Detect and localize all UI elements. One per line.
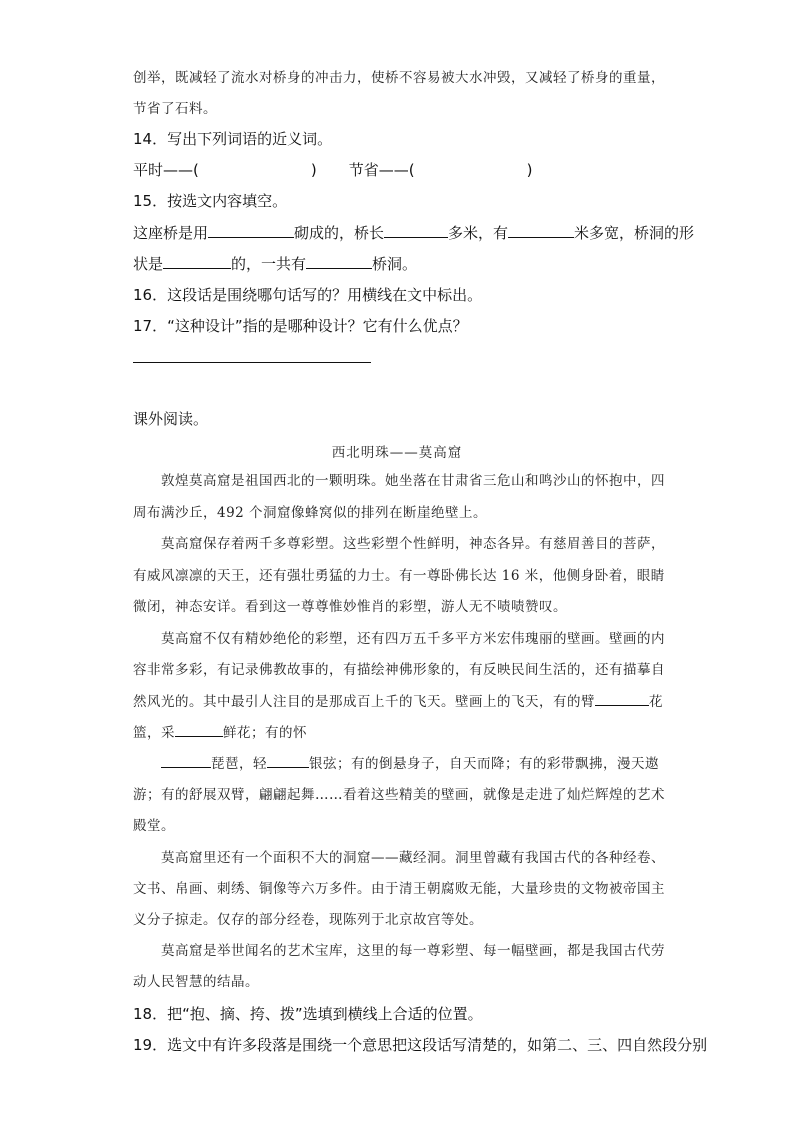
question-14: 14．写出下列词语的近义词。 — [133, 130, 333, 148]
article-text: 然风光的。其中最引人注目的是那成百上千的飞天。壁画上的飞天，有的臂 — [133, 694, 595, 710]
article-line: 殿堂。 — [133, 818, 175, 834]
article-title: 西北明珠——莫高窟 — [331, 445, 463, 461]
article-line — [133, 722, 307, 743]
q15-text: 砌成的，桥长 — [294, 224, 385, 242]
q15-blank-width[interactable] — [508, 223, 574, 238]
article-line — [133, 691, 663, 712]
article-text: 花 — [649, 694, 663, 710]
article-line: 微闭，神态安详。看到这一尊尊惟妙惟肖的彩塑，游人无不啧啧赞叹。 — [133, 599, 567, 615]
article-text: 鲜花；有的怀 — [223, 725, 307, 741]
q15-blank-length[interactable] — [384, 223, 448, 238]
q15-blank-shape[interactable] — [163, 254, 231, 269]
article-line: 莫高窟是举世闻名的艺术宝库，这里的每一尊彩塑、每一幅壁画，都是我国古代劳 — [161, 943, 665, 959]
article-line: 莫高窟保存着两千多尊彩塑。这些彩塑个性鲜明，神态各异。有慈眉善目的菩萨， — [161, 536, 665, 552]
section-label: 课外阅读。 — [133, 410, 209, 428]
q15-line-2 — [133, 254, 417, 274]
blank-4[interactable] — [267, 753, 309, 768]
q15-line-1 — [133, 223, 694, 243]
q14-paren: ) — [310, 161, 317, 179]
question-19: 19．选文中有许多段落是围绕一个意思把这段话写清楚的，如第二、三、四自然段分别 — [133, 1036, 708, 1054]
q15-text: 这座桥是用 — [133, 224, 209, 242]
passage-line: 创举，既减轻了流水对桥身的冲击力，使桥不容易被大水冲毁，又减轻了桥身的重量， — [133, 70, 665, 86]
q15-text: 桥洞。 — [372, 255, 418, 273]
q15-blank-material[interactable] — [208, 223, 294, 238]
article-text: 银弦；有的倒悬身子，自天而降；有的彩带飘拂，漫天遨 — [309, 756, 659, 772]
q14-word-1: 平时——( — [133, 161, 199, 179]
question-18: 18．把“抱、摘、挎、拨”选填到横线上合适的位置。 — [133, 1005, 483, 1023]
article-line: 游；有的舒展双臂，翩翩起舞……看着这些精美的壁画，就像是走进了灿烂辉煌的艺术 — [133, 787, 665, 803]
q17-answer-line[interactable] — [133, 362, 371, 363]
blank-2[interactable] — [175, 722, 223, 737]
q14-paren: ) — [526, 161, 533, 179]
q15-text: 米多宽，桥洞的形 — [574, 224, 695, 242]
article-text: 琵琶，轻 — [211, 756, 267, 772]
blank-1[interactable] — [595, 691, 649, 706]
q15-text: 多米，有 — [448, 224, 509, 242]
q15-text: 状是 — [133, 255, 164, 273]
article-line: 莫高窟不仅有精妙绝伦的彩塑，还有四万五千多平方米宏伟瑰丽的壁画。壁画的内 — [161, 631, 665, 647]
q15-blank-count[interactable] — [306, 254, 372, 269]
article-line: 动人民智慧的结晶。 — [133, 974, 259, 990]
passage-line: 节省了石料。 — [133, 101, 217, 117]
article-text: 篮，采 — [133, 725, 175, 741]
question-15: 15．按选文内容填空。 — [133, 192, 288, 210]
question-16: 16．这段话是围绕哪句话写的？用横线在文中标出。 — [133, 286, 483, 304]
question-17: 17．“这种设计”指的是哪种设计？它有什么优点？ — [133, 317, 468, 335]
article-line: 莫高窟里还有一个面积不大的洞窟——藏经洞。洞里曾藏有我国古代的各种经卷、 — [161, 850, 665, 866]
q15-text: 的，一共有 — [231, 255, 307, 273]
blank-3[interactable] — [161, 753, 211, 768]
article-line: 容非常多彩，有记录佛教故事的，有描绘神佛形象的，有反映民间生活的，还有描摹自 — [133, 662, 665, 678]
q14-answer-row — [133, 160, 532, 180]
article-line — [161, 753, 659, 774]
article-line: 文书、帛画、刺绣、铜像等六万多件。由于清王朝腐败无能，大量珍贵的文物被帝国主 — [133, 881, 665, 897]
q14-word-2: 节省——( — [348, 161, 415, 179]
article-line: 有威风凛凛的天王，还有强壮勇猛的力士。有一尊卧佛长达 16 米，他侧身卧着，眼睛 — [133, 568, 665, 584]
article-line: 义分子掠走。仅存的部分经卷，现陈列于北京故宫等处。 — [133, 912, 483, 928]
article-line: 周布满沙丘，492 个洞窟像蜂窝似的排列在断崖绝壁上。 — [133, 505, 488, 521]
article-line: 敦煌莫高窟是祖国西北的一颗明珠。她坐落在甘肃省三危山和鸣沙山的怀抱中，四 — [161, 473, 665, 489]
